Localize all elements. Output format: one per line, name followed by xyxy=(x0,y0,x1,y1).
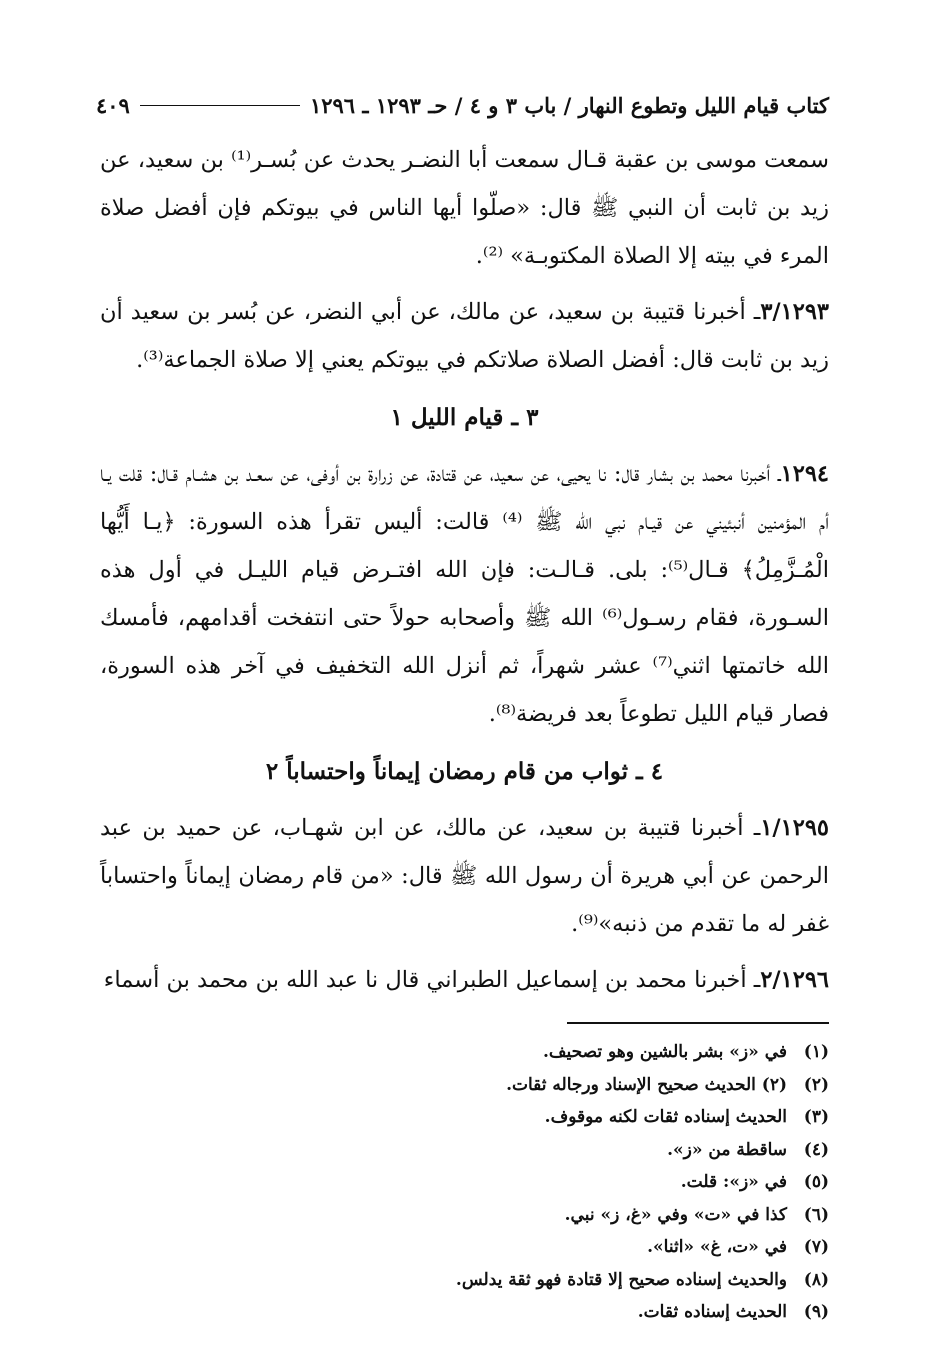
footnote-text: الحديث إسناده ثقات لكنه موقوف. xyxy=(544,1107,787,1127)
running-header xyxy=(96,88,829,122)
footnote-number: (٥) xyxy=(803,1172,829,1192)
footnote-text: في «ز» بشر بالشين وهو تصحيف. xyxy=(542,1042,787,1062)
footnote-text: (٢) الحديث صحيح الإسناد ورجاله ثقات. xyxy=(506,1074,787,1095)
hadith-1296 xyxy=(100,956,829,1004)
hadith-1294 xyxy=(100,450,829,738)
hadith-text: ـ أخبرنا محمد بن بشار قال: نا يحيى، عن سعيد، عن قتادة، عن زرارة بن أوفى، عن سعـد بن هشـام قـال: قلت يـا أم المؤمنين أنبئيني عن قيـام نبي الله ﷺ ⁽⁴⁾ قالت: أليس تقرأ هذه السورة: ﴿يـا أَيُّها الْمُـزَّمِلُ﴾ قـال⁽⁵⁾: بلى. قـالـت: فإن الله افتـرض قيام الليـل في أول هذه السـورة، فقام رسـول⁽⁶⁾ الله ﷺ وأصحابه حولاً حتى انتفخت أقدامهم، فأمسك الله خاتمتها اثني⁽⁷⁾ عشر شهراً، ثم أنزل الله التخفيف في آخر هذه السورة، فصار قيام الليل تطوعاً بعد فريضة⁽⁸⁾. xyxy=(100,461,830,727)
footnote-separator xyxy=(567,1022,829,1024)
hadith-1293 xyxy=(100,288,829,384)
hadith-1295 xyxy=(100,804,829,948)
footnote-item xyxy=(100,1296,829,1329)
footnote-text: ساقطة من «ز». xyxy=(667,1139,787,1160)
hadith-number: ١٢٩٤ xyxy=(780,461,829,487)
footnote-text: والحديث إسناده صحيح إلا قتادة فهو ثقة يدلس. xyxy=(455,1269,787,1290)
footnote-item xyxy=(100,1101,829,1134)
section-heading-4: ٤ ـ ثواب من قام رمضان إيماناً واحتساباً ٢ xyxy=(265,758,664,785)
footnote-item xyxy=(100,1264,829,1297)
hadith-number: ٢/١٢٩٦ xyxy=(760,967,829,993)
hadith-text: ـ أخبرنا محمد بن إسماعيل الطبراني قال نا عبد الله بن محمد بن أسماء xyxy=(103,967,761,993)
hadith-number: ٣/١٢٩٣ xyxy=(760,299,829,325)
footnote-text: كذا في «ت» وفي «غ، ز» نبي. xyxy=(564,1204,787,1225)
footnote-item xyxy=(100,1134,829,1167)
hadith-text: ـ أخبرنا قتيبة بن سعيد، عن مالك، عن أبي النضر، عن بُسر بن سعيد أن زيد بن ثابت قال: أفضل الصلاة صلاتكم في بيوتكم يعني إلا صلاة الجماعة⁽³⁾. xyxy=(100,299,829,373)
footnote-number: (١) xyxy=(803,1042,829,1062)
footnote-number: (٢) xyxy=(803,1074,829,1095)
main-text xyxy=(100,136,829,1004)
page-number: ٤٠٩ xyxy=(96,92,130,118)
footnote-number: (٦) xyxy=(803,1204,829,1225)
footnote-number: (٣) xyxy=(803,1107,829,1127)
header-rule xyxy=(140,105,300,106)
footnote-number: (٩) xyxy=(803,1302,829,1322)
hadith-number: ١/١٢٩٥ xyxy=(760,815,829,841)
footnote-text: في «ت، غ» «اثنا». xyxy=(647,1237,787,1257)
footnote-item xyxy=(100,1199,829,1232)
hadith-text: ـ أخبرنا قتيبة بن سعيد، عن مالك، عن ابن شهـاب، عن حميد بن عبد الرحمن عن أبي هريرة أن رسول الله ﷺ قال: «من قام رمضان إيماناً واحتساباً غفر له ما تقدم من ذنبه»⁽⁹⁾. xyxy=(100,815,829,937)
footnote-number: (٤) xyxy=(803,1139,829,1160)
footnote-text: في «ز»: قلت. xyxy=(680,1172,787,1192)
footnote-number: (٨) xyxy=(803,1269,829,1290)
paragraph-continued: سمعت موسى بن عقبة قـال سمعت أبا النضـر يحدث عن بُسـر⁽¹⁾ بن سعيد، عن زيد بن ثابت أن النبي ﷺ قال: «صلّوا أيها الناس في بيوتكم فإن أفضل صلاة المرء في بيته إلا الصلاة المكتوبـة» ⁽²⁾. xyxy=(100,147,829,269)
section-heading-3: ٣ ـ قيام الليل ١ xyxy=(390,404,539,431)
footnote-number: (٧) xyxy=(803,1237,829,1257)
footnote-item xyxy=(100,1069,829,1102)
footnotes xyxy=(100,1036,829,1329)
footnote-text: الحديث إسناده ثقات. xyxy=(637,1302,787,1322)
header-title: كتاب قيام الليل وتطوع النهار / باب ٣ و ٤ / حـ ١٢٩٣ ـ ١٢٩٦ xyxy=(309,92,829,118)
footnote-item xyxy=(100,1231,829,1264)
footnote-item xyxy=(100,1036,829,1069)
footnote-item xyxy=(100,1166,829,1199)
